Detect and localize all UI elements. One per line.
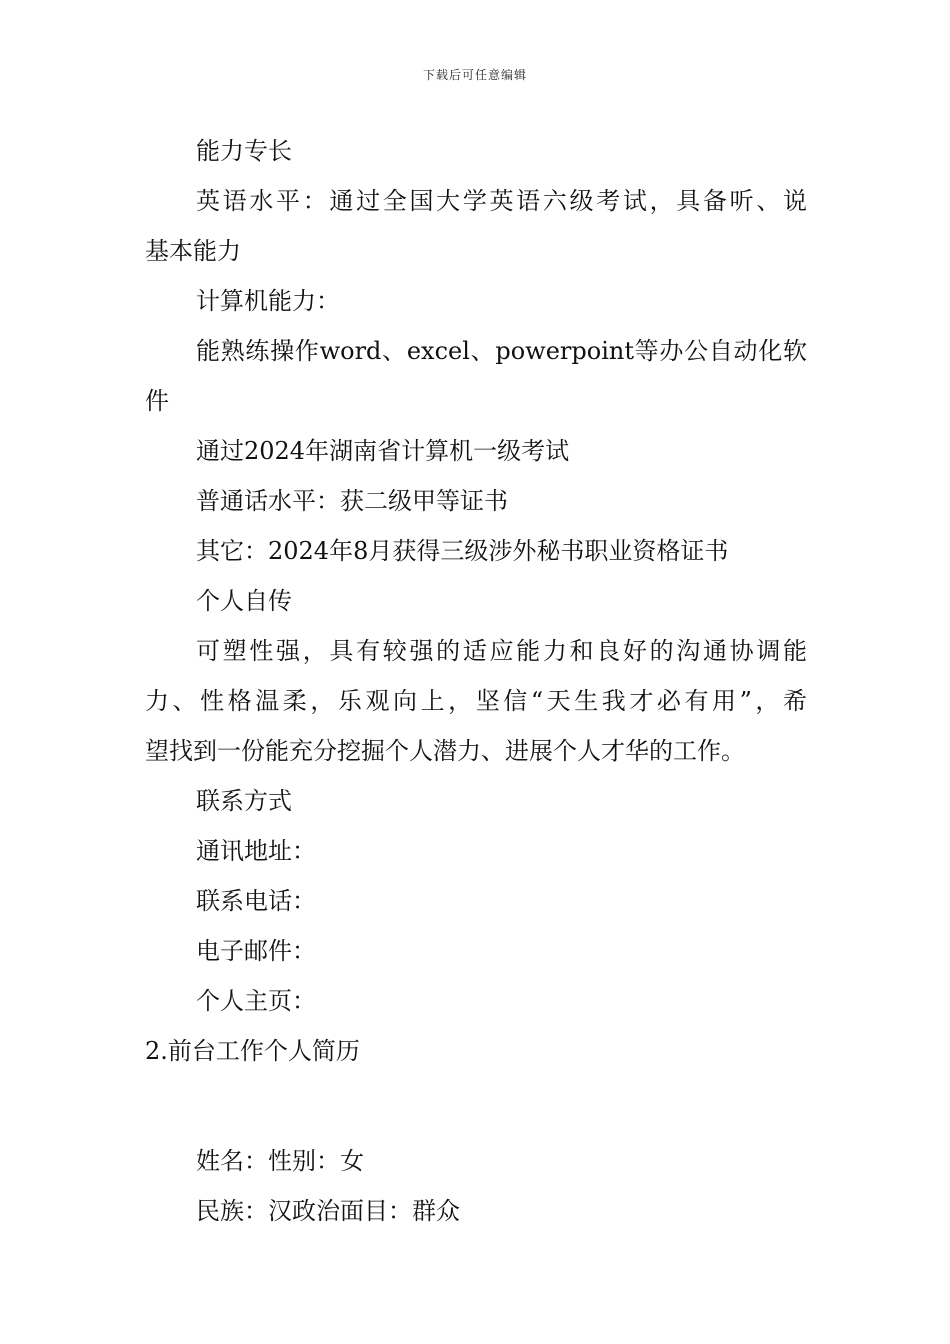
ethnicity-politics-line: 民族：汉政治面目：群众 [196, 1197, 460, 1225]
paragraph-line: 望找到一份能充分挖掘个人潜力、进展个人才华的工作。 [145, 737, 745, 765]
section-heading-skills: 能力专长 [196, 137, 292, 165]
section-heading-contact: 联系方式 [196, 787, 292, 815]
document-body [145, 126, 807, 1236]
paragraph-line: 件 [145, 387, 169, 415]
page-header-note: 下载后可任意编辑 [422, 68, 527, 82]
paragraph-line: 其它：2024年8月获得三级涉外秘书职业资格证书 [196, 537, 729, 565]
paragraph-line: 基本能力 [145, 237, 241, 265]
section-heading-autobiography: 个人自传 [196, 587, 292, 615]
contact-email-label: 电子邮件： [196, 937, 316, 965]
contact-address-label: 通讯地址： [196, 837, 316, 865]
paragraph-line: 普通话水平：获二级甲等证书 [196, 487, 508, 515]
name-gender-line: 姓名：性别：女 [196, 1147, 364, 1175]
paragraph-line: 通过2024年湖南省计算机一级考试 [196, 437, 570, 465]
section-title-reception-resume: 2.前台工作个人简历 [145, 1037, 360, 1065]
paragraph-line: 可塑性强，具有较强的适应能力和良好的沟通协调能 [196, 637, 807, 665]
contact-phone-label: 联系电话： [196, 887, 316, 915]
blank-gap [145, 1076, 807, 1136]
paragraph-line: 能熟练操作word、excel、powerpoint等办公自动化软 [196, 337, 807, 365]
contact-homepage-label: 个人主页： [196, 987, 316, 1015]
paragraph-line: 英语水平：通过全国大学英语六级考试，具备听、说 [196, 187, 807, 215]
paragraph-line: 计算机能力： [196, 287, 340, 315]
paragraph-line: 力、性格温柔，乐观向上，坚信“天生我才必有用”，希 [145, 687, 807, 715]
